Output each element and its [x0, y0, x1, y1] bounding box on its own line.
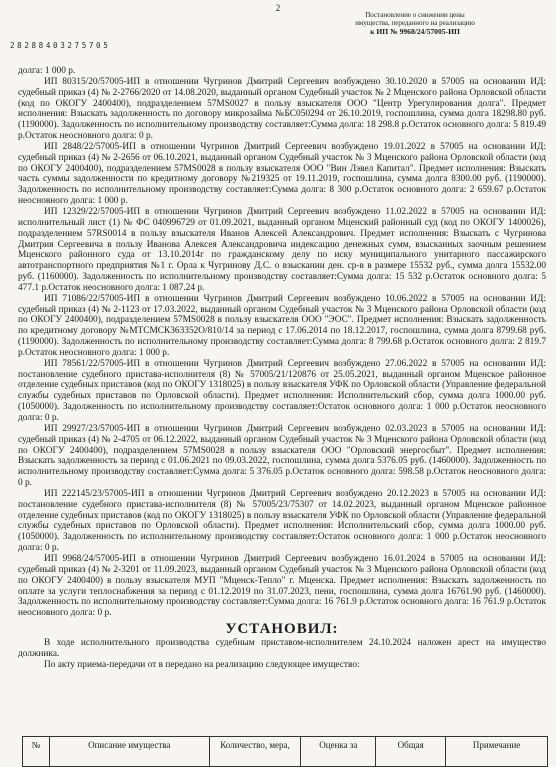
paragraph-ip-9968: ИП 9968/24/57005-ИП в отношении Чугринов Дмитрий Сергеевич возбуждено 16.01.2024 в 57005 на основании ИД: судебный приказ (4) № 2-3201 от 11.09.2023, выданный органом Судебный участок № 3 Мценского района Орловской области (код по ОКОГУ 2400400) в пользу взыскателя МУП "Мценск-Тепло" г. Мценска. Предмет исполнения: Взыскать задолженность по оплате за услуги теплоснабжения за период с 01.12.2019 по 31.07.2023, пени, госпошлина, сумма долга 16761.90 руб. (1460000). Задолженность по исполнительному производству составляет:Сумма долга: 16 761.9 р.Остаток основного долга: 16 761.9 р.Остаток неосновного долга: 0 р.	[18, 553, 546, 619]
header-note-line-2: имущества, переданного на реализацию	[355, 19, 475, 28]
table-header-row	[23, 737, 548, 767]
barcode-number: 28288403275705	[10, 41, 111, 50]
document-body	[18, 66, 546, 671]
paragraph-arrest: В ходе исполнительного производства судебным приставом-исполнителем 24.10.2024 наложен арест на имущество должника.	[18, 638, 546, 659]
header-note-line-3: к ИП № 9968/24/57005-ИП	[370, 26, 460, 36]
paragraph-ip-71086: ИП 71086/22/57005-ИП в отношении Чугринов Дмитрий Сергеевич возбуждено 10.06.2022 в 57005 на основании ИД: судебный приказ (4) № 2-1123 от 17.03.2022, выданный органом Судебный участок № 3 Мценского района Орловской области (код по ОКОГУ 2400400), подразделением 57MS0028 в пользу взыскателя ООО "ЭОС". Предмет исполнения: Взыскать задолженность по кредитному договору №МТСМСК363352О/810/14 за период с 17.06.2014 по 18.12.2017, госпошлина, сумма долга 8799.68 руб. (1190000). Задолженность по исполнительному производству составляет:Сумма долга: 8 799.68 р.Остаток основного долга: 2 819.7 р.Остаток неосновного долга: 1 000 р.	[18, 293, 546, 358]
paragraph-ip-2848: ИП 2848/22/57005-ИП в отношении Чугринов Дмитрий Сергеевич возбуждено 19.01.2022 в 57005 на основании ИД: судебный приказ (4) № 2-2656 от 06.10.2021, выданный органом Судебный участок № 3 Мценского района Орловской области (код по ОКОГУ 2400400), подразделением 57MS0028 в пользу взыскателя ООО "Вин Лэвел Капитал". Предмет исполнения: Взыскать часть суммы задолженности по кредитному договору №219325 от 19.11.2019, госпошлина, сумма долга 8300.00 руб. (1190000). Задолженность по исполнительному производству составляет:Сумма долга: 8 300 р.Остаток основного долга: 2 659.67 р.Остаток неосновного долга: 1 000 р.	[18, 141, 546, 207]
header-note	[330, 11, 500, 36]
col-quantity-header: Количество, мера,	[209, 737, 301, 767]
col-number-header: №	[23, 737, 50, 767]
col-note-header: Примечание	[446, 737, 548, 767]
col-valuation-header: Оценка за	[301, 737, 376, 767]
paragraph-debt-remainder: долга: 1 000 р.	[18, 66, 76, 76]
paragraph-ip-222145: ИП 222145/23/57005-ИП в отношении Чугринов Дмитрий Сергеевич возбуждено 20.12.2023 в 57005 на основании ИД: постановление судебного пристава-исполнителя (8) № 57005/23/75307 от 14.02.2023, выданный органом Мценское районное отделение судебных приставов (код по ОКОГУ 1318025) в пользу взыскателя УФК по Орловской области (Управление федеральной службы судебных приставов по Орловской области). Предмет исполнения: Исполнительский сбор, сумма долга 1000.00 руб. (1050000). Задолженность по исполнительному производству составляет:Остаток основного долга: 1 000 р.Остаток неосновного долга: 0 р.	[18, 488, 546, 554]
property-table	[22, 736, 548, 767]
page-number: 2	[275, 3, 281, 13]
paragraph-ip-29927: ИП 29927/23/57005-ИП в отношении Чугринов Дмитрий Сергеевич возбуждено 02.03.2023 в 57005 на основании ИД: судебный приказ (4) № 2-4705 от 06.12.2022, выданный органом Судебный участок № 3 Мценского района Орловской области (код по ОКОГУ 2400400), подразделением 57MS0028 в пользу взыскателя ООО "Орловский энергосбыт". Предмет исполнения: Взыскать задолженность за период с 01.06.2021 по 09.03.2022, госпошлина, сумма долга 5376.05 руб. (1460000). Задолженность по исполнительному производству составляет:Сумма долга: 5 376.05 р.Остаток основного долга: 598.58 р.Остаток неосновного долга: 0 р.	[18, 423, 546, 489]
paragraph-ip-12329: ИП 12329/22/57005-ИП в отношении Чугринов Дмитрий Сергеевич возбуждено 11.02.2022 в 57005 на основании ИД: исполнительный лист (1) № ФС 040996729 от 01.09.2021, выданный органом Мценский районный суд (код по ОКОГУ 1400026), подразделением 57RS0014 в пользу взыскателя Иванов Алексей Александрович. Предмет исполнения: Взыскать с Чугринова Дмитрия Сергеевича в пользу Иванова Алексея Александровича индексацию денежных сумм, взысканных заочным решением Мценского районного суда от 13.10.2014г по гражданскому делу по иску муниципального унитарного пассажирского автотранспортного предприятия №1 г. Орла к Чугринову Д.С. о взыскании ден. ср-в в размере 15532 руб., сумма долга 15532.00 руб. (1160000). Задолженность по исполнительному производству составляет:Сумма долга: 15 532 р.Остаток основного долга: 5 477.1 р.Остаток неосновного долга: 1 087.24 р.	[18, 206, 546, 293]
col-description-header: Описание имущества	[49, 737, 209, 767]
col-total-header: Общая	[376, 737, 446, 767]
paragraph-ip-78561: ИП 78561/22/57005-ИП в отношении Чугринов Дмитрий Сергеевич возбуждено 27.06.2022 в 57005 на основании ИД: постановление судебного пристава-исполнителя (8) № 57005/21/120876 от 25.05.2021, выданный органом Мценское районное отделение судебных приставов (код по ОКОГУ 1318025) в пользу взыскателя УФК по Орловской области (Управление федеральной службы судебных приставов по Орловской области). Предмет исполнения: Исполнительский сбор, сумма долга 1000.00 руб. (1050000). Задолженность по исполнительному производству составляет:Остаток основного долга: 1 000 р.Остаток неосновного долга: 0 р.	[18, 358, 546, 423]
header-note-line-1: Постановление о снижении цены	[365, 11, 465, 19]
paragraph-ip-80315: ИП 80315/20/57005-ИП в отношении Чугринов Дмитрий Сергеевич возбуждено 30.10.2020 в 57005 на основании ИД: судебный приказ (4) № 2-2766/2020 от 14.08.2020, выданный органом Судебный участок № 2 Мценского района Орловской области (код по ОКОГУ 2400400), подразделением 57MS0027 в пользу взыскателя ООО "Центр Урегулирования долга". Предмет исполнения: Взыскать задолженность по договору микрозайма №БС050294 от 26.10.2019, госпошлина, сумма долга 18298.80 руб. (1190000). Задолженность по исполнительному производству составляет:Сумма долга: 18 298.8 р.Остаток основного долга: 5 819.49 р.Остаток неосновного долга: 0 р.	[18, 76, 546, 142]
paragraph-transfer: По акту приема-передачи от в передано на реализацию следующее имущество:	[44, 659, 360, 670]
section-title: УСТАНОВИЛ:	[225, 621, 339, 638]
